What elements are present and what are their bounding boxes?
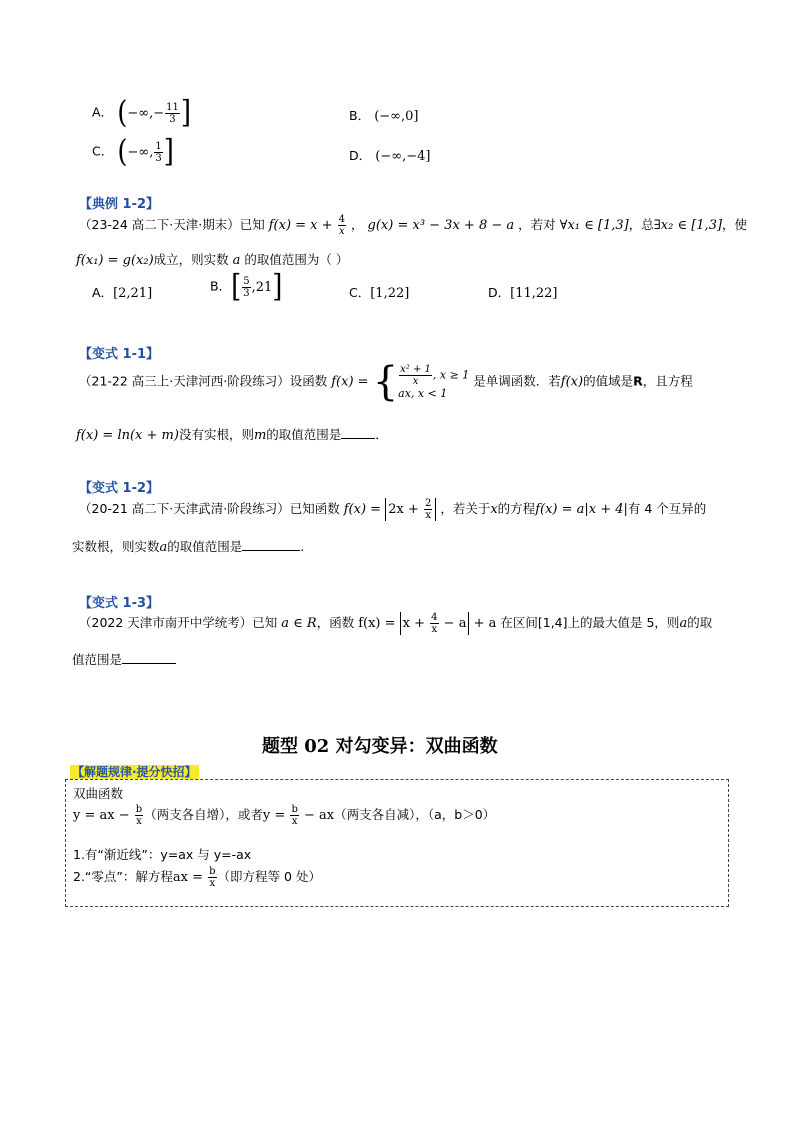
- answer-blank[interactable]: [242, 550, 300, 551]
- example-line1: [79, 214, 747, 237]
- piecewise: $\frac{\text{x² + 1}}{x}$ , x ≥ 1 ax, x < 1: [398, 364, 470, 400]
- text: ，且方程: [642, 373, 693, 389]
- example-line2: [76, 250, 348, 268]
- text: ，若对: [518, 217, 556, 232]
- text: 有 4 个互异的: [627, 501, 707, 516]
- option-label: C．: [349, 285, 371, 300]
- source-text: （23-24 高二下·天津·期末）已知: [79, 217, 265, 232]
- text: 的取: [687, 615, 713, 630]
- var-a: a: [159, 540, 168, 555]
- q0-option-a: [92, 95, 191, 131]
- option-math: [ $\frac{5}{3}$ ,21]: [231, 269, 283, 305]
- variant13-line2: [72, 650, 176, 668]
- text: ，若关于: [440, 501, 491, 516]
- text: 的取值范围为（ ）: [244, 252, 349, 267]
- tip-label-text: 【解题规律·提分快招】: [72, 765, 197, 779]
- var-m: m: [253, 428, 267, 443]
- option-label: D．: [349, 148, 372, 163]
- tip-label: [70, 763, 199, 780]
- text: 的值域是: [583, 373, 634, 389]
- formula: y = $\frac{b}{x}$ − ax: [262, 804, 335, 827]
- formula: f(x) = ln(x + m): [76, 428, 179, 443]
- q0-option-d: [349, 146, 430, 164]
- source-text: （20-21 高二下·天津武清·阶段练习）已知函数: [79, 501, 340, 516]
- option-math: [2,21]: [113, 286, 153, 301]
- formula: a ∈ R: [281, 616, 317, 631]
- q0-option-b: [349, 106, 419, 124]
- variant-tag: 【变式 1-2】: [79, 481, 160, 496]
- option-label: A．: [92, 104, 114, 120]
- text: 是单调函数．若: [473, 373, 561, 389]
- text: ，函数: [316, 615, 355, 630]
- text: ，总: [628, 217, 654, 232]
- brace: {: [372, 359, 399, 405]
- variant13-line1: [79, 612, 712, 635]
- answer-blank[interactable]: [341, 438, 375, 439]
- section-title: 题型 02 对勾变异：双曲函数: [262, 736, 498, 757]
- variant-tag: 【变式 1-3】: [79, 596, 160, 611]
- example-tag: 【典例 1-2】: [79, 197, 160, 212]
- option-math: (−∞,0]: [374, 109, 419, 124]
- option-label: C．: [92, 143, 114, 159]
- formula: f(x): [560, 374, 584, 390]
- text: 值范围是: [72, 652, 123, 667]
- formula-f: f(x) = x + $\frac{4}{x}$ − a + a: [358, 612, 497, 635]
- text: 2.“零点”：解方程: [73, 869, 173, 884]
- variant11-line1: [79, 359, 693, 405]
- formula-f: f(x) =: [343, 502, 386, 517]
- ex-option-a: [92, 283, 152, 301]
- formula-eq: f(x₁) = g(x₂): [76, 253, 154, 268]
- text: （即方程等 0 处）: [217, 869, 321, 884]
- formula: ax = $\frac{b}{x}$: [172, 866, 216, 889]
- text: 实数根，则实数: [72, 539, 160, 554]
- text: ．: [375, 427, 388, 442]
- option-math: (−∞,−4]: [375, 149, 431, 164]
- text: ，: [351, 217, 364, 232]
- box-line4: [73, 866, 321, 889]
- q0-option-c: [92, 134, 174, 170]
- ex-option-b: [210, 269, 283, 305]
- text: 成立，则实数: [153, 252, 229, 267]
- var-a: a: [679, 616, 688, 631]
- text: ，使: [722, 217, 748, 232]
- answer-blank[interactable]: [122, 663, 176, 664]
- ex-option-c: [349, 283, 409, 301]
- variant12-line1: [79, 498, 706, 521]
- option-math: (−∞,− $\frac{11}{3}$ ]: [117, 95, 191, 131]
- option-label: D．: [488, 285, 511, 300]
- formula-f: f(x) =: [331, 374, 373, 390]
- formula-f: f(x) = x +: [268, 218, 337, 233]
- option-math: (−∞, $\frac{1}{3}$ ]: [117, 134, 174, 170]
- text: （两支各自减），（a，b＞0）: [334, 807, 496, 822]
- option-label: B．: [349, 108, 371, 123]
- variant-tag: 【变式 1-1】: [79, 347, 160, 362]
- ex-option-d: [488, 283, 558, 301]
- formula-g: g(x) = x³ − 3x + 8 − a: [367, 218, 515, 233]
- text: 的取值范围是: [266, 427, 342, 442]
- set-r: R: [633, 373, 643, 389]
- var-a: a: [232, 253, 241, 268]
- formula-forall: ∀x₁ ∈ [1,3]: [559, 218, 629, 233]
- text: 的方程: [497, 501, 536, 516]
- box-line2: [73, 804, 495, 827]
- text: 没有实根，则: [178, 427, 254, 442]
- var-x: x: [490, 502, 498, 517]
- formula-exists: ∃x₂ ∈ [1,3]: [653, 218, 723, 233]
- option-label: B．: [210, 278, 232, 294]
- text: .: [300, 539, 305, 554]
- option-math: [11,22]: [510, 286, 558, 301]
- option-label: A．: [92, 285, 114, 300]
- abs-expr: 2x + $\frac{2}{x}$: [385, 498, 436, 521]
- source-text: （21-22 高三上·天津河西·阶段练习）设函数: [79, 373, 328, 389]
- text: 的取值范围是: [167, 539, 243, 554]
- formula: y = ax − $\frac{b}{x}$: [73, 804, 143, 827]
- fraction: $\frac{4}{x}$: [338, 214, 346, 237]
- text: 在区间[1,4]上的最大值是 5，则: [500, 615, 680, 630]
- variant12-line2: [72, 537, 304, 555]
- option-math: [1,22]: [370, 286, 410, 301]
- box-line1: 双曲函数: [73, 786, 124, 801]
- formula: f(x) = a|x + 4|: [535, 502, 628, 517]
- source-text: （2022 天津市南开中学统考）已知: [79, 615, 278, 630]
- text: （两支各自增），或者: [144, 807, 263, 822]
- variant11-line2: [76, 425, 388, 443]
- box-line3: 1.有“渐近线”：y=ax 与 y=-ax: [73, 847, 252, 862]
